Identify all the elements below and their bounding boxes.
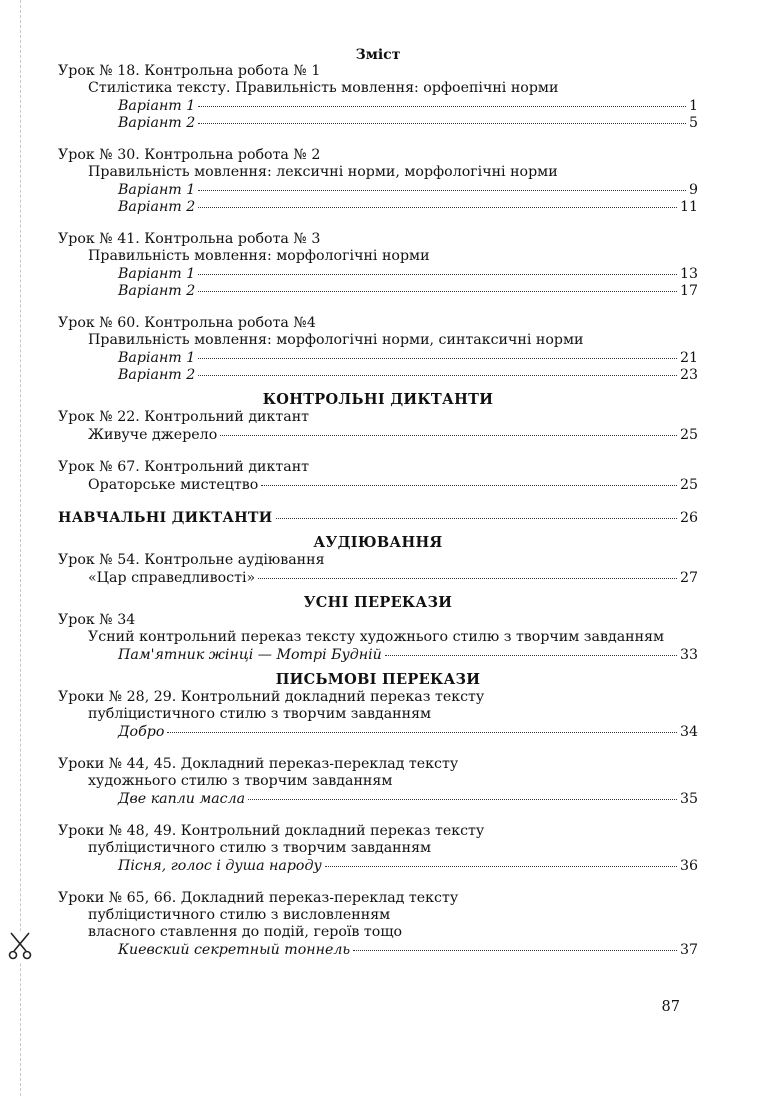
lesson-header: Урок № 41. Контрольна робота № 3 xyxy=(58,231,321,247)
section-heading: АУДІЮВАННЯ xyxy=(313,534,443,551)
dot-leader xyxy=(325,854,677,867)
dot-leader xyxy=(276,506,677,519)
toc-entry[interactable] xyxy=(58,114,698,131)
lesson-topic: Правильність мовлення: морфологічні норми xyxy=(88,248,430,264)
entry-label: Две капли масла xyxy=(118,791,246,807)
entry-page: 34 xyxy=(679,724,698,740)
entry-page: 13 xyxy=(679,266,698,282)
dot-leader xyxy=(385,643,677,656)
lesson-header: Уроки № 28, 29. Контрольний докладний переказ тексту xyxy=(58,689,485,705)
lesson-header: Урок № 60. Контрольна робота №4 xyxy=(58,315,316,331)
entry-page: 36 xyxy=(679,858,698,874)
entry-label: Варіант 1 xyxy=(118,266,196,282)
entry-page: 26 xyxy=(679,510,698,526)
toc-entry[interactable] xyxy=(58,282,698,299)
entry-label: Пісня, голос і душа народу xyxy=(118,858,322,874)
entry-label: НАВЧАЛЬНІ ДИКТАНТИ xyxy=(58,510,273,526)
entry-label: Добро xyxy=(118,724,165,740)
dot-leader xyxy=(198,346,677,359)
section-heading: УСНІ ПЕРЕКАЗИ xyxy=(303,594,453,611)
toc-entry[interactable] xyxy=(58,569,698,586)
toc-entry-training-dictations[interactable] xyxy=(58,509,698,526)
entry-label: Варіант 1 xyxy=(118,182,196,198)
dot-leader xyxy=(220,423,677,436)
toc-entry[interactable] xyxy=(58,646,698,663)
entry-label: Варіант 2 xyxy=(118,367,196,383)
lesson-topic: публіцистичного стилю з творчим завданням xyxy=(88,706,432,722)
entry-page: 17 xyxy=(679,283,698,299)
toc-entry[interactable] xyxy=(58,790,698,807)
entry-label: Варіант 2 xyxy=(118,199,196,215)
entry-label: Варіант 1 xyxy=(118,350,196,366)
entry-page: 21 xyxy=(679,350,698,366)
lesson-topic: публіцистичного стилю з висловленням xyxy=(88,907,391,923)
scissors-icon xyxy=(7,931,33,963)
dot-leader xyxy=(261,473,677,486)
dot-leader xyxy=(198,178,686,191)
entry-page: 37 xyxy=(679,942,698,958)
dot-leader xyxy=(198,363,677,376)
entry-label: Варіант 2 xyxy=(118,115,196,131)
lesson-topic: Усний контрольний переказ тексту художнього стилю з творчим завданням xyxy=(88,629,665,645)
lesson-header: Урок № 34 xyxy=(58,612,136,628)
lesson-header: Урок № 18. Контрольна робота № 1 xyxy=(58,63,321,79)
lesson-header: Уроки № 48, 49. Контрольний докладний переказ тексту xyxy=(58,823,485,839)
lesson-header: Уроки № 44, 45. Докладний переказ-переклад тексту xyxy=(58,756,459,772)
table-of-contents xyxy=(58,47,698,958)
toc-entry[interactable] xyxy=(58,857,698,874)
entry-page: 11 xyxy=(679,199,698,215)
entry-page: 35 xyxy=(679,791,698,807)
toc-entry[interactable] xyxy=(58,476,698,493)
dot-leader xyxy=(198,262,677,275)
lesson-topic: художнього стилю з творчим завданням xyxy=(88,773,393,789)
lesson-topic: власного ставлення до подій, героїв тощо xyxy=(88,924,403,940)
lesson-topic: Правильність мовлення: морфологічні норми, синтаксичні норми xyxy=(88,332,584,348)
entry-page: 1 xyxy=(688,98,698,114)
lesson-header: Урок № 30. Контрольна робота № 2 xyxy=(58,147,321,163)
entry-label: Варіант 2 xyxy=(118,283,196,299)
dot-leader xyxy=(258,566,677,579)
entry-page: 9 xyxy=(688,182,698,198)
section-heading: КОНТРОЛЬНІ ДИКТАНТИ xyxy=(262,391,494,408)
entry-page: 25 xyxy=(679,477,698,493)
dot-leader xyxy=(353,938,677,951)
entry-label: «Цар справедливості» xyxy=(88,570,256,586)
entry-page: 27 xyxy=(679,570,698,586)
toc-entry[interactable] xyxy=(58,198,698,215)
toc-entry[interactable] xyxy=(58,723,698,740)
dot-leader xyxy=(198,94,686,107)
entry-label: Киевский секретный тоннель xyxy=(118,942,351,958)
lesson-header: Урок № 67. Контрольний диктант xyxy=(58,459,309,475)
dot-leader xyxy=(248,787,677,800)
page-number: 87 xyxy=(661,999,680,1015)
dot-leader xyxy=(167,720,677,733)
entry-page: 5 xyxy=(688,115,698,131)
entry-label: Живуче джерело xyxy=(88,427,218,443)
dot-leader xyxy=(198,195,677,208)
page-title: Зміст xyxy=(355,47,401,63)
entry-page: 23 xyxy=(679,367,698,383)
lesson-header: Урок № 54. Контрольне аудіювання xyxy=(58,552,325,568)
lesson-header: Уроки № 65, 66. Докладний переказ-переклад тексту xyxy=(58,890,459,906)
entry-label: Варіант 1 xyxy=(118,98,196,114)
lesson-topic: Правильність мовлення: лексичні норми, морфологічні норми xyxy=(88,164,558,180)
entry-page: 25 xyxy=(679,427,698,443)
lesson-topic: Стилістика тексту. Правильність мовлення: орфоепічні норми xyxy=(88,80,559,96)
toc-entry[interactable] xyxy=(58,941,698,958)
toc-entry[interactable] xyxy=(58,426,698,443)
dot-leader xyxy=(198,279,677,292)
dot-leader xyxy=(198,111,686,124)
section-heading: ПИСЬМОВІ ПЕРЕКАЗИ xyxy=(275,671,481,688)
lesson-header: Урок № 22. Контрольний диктант xyxy=(58,409,309,425)
lesson-topic: публіцистичного стилю з творчим завданням xyxy=(88,840,432,856)
entry-page: 33 xyxy=(679,647,698,663)
entry-label: Ораторське мистецтво xyxy=(88,477,259,493)
toc-entry[interactable] xyxy=(58,366,698,383)
entry-label: Пам'ятник жінці — Мотрі Будній xyxy=(118,647,382,663)
